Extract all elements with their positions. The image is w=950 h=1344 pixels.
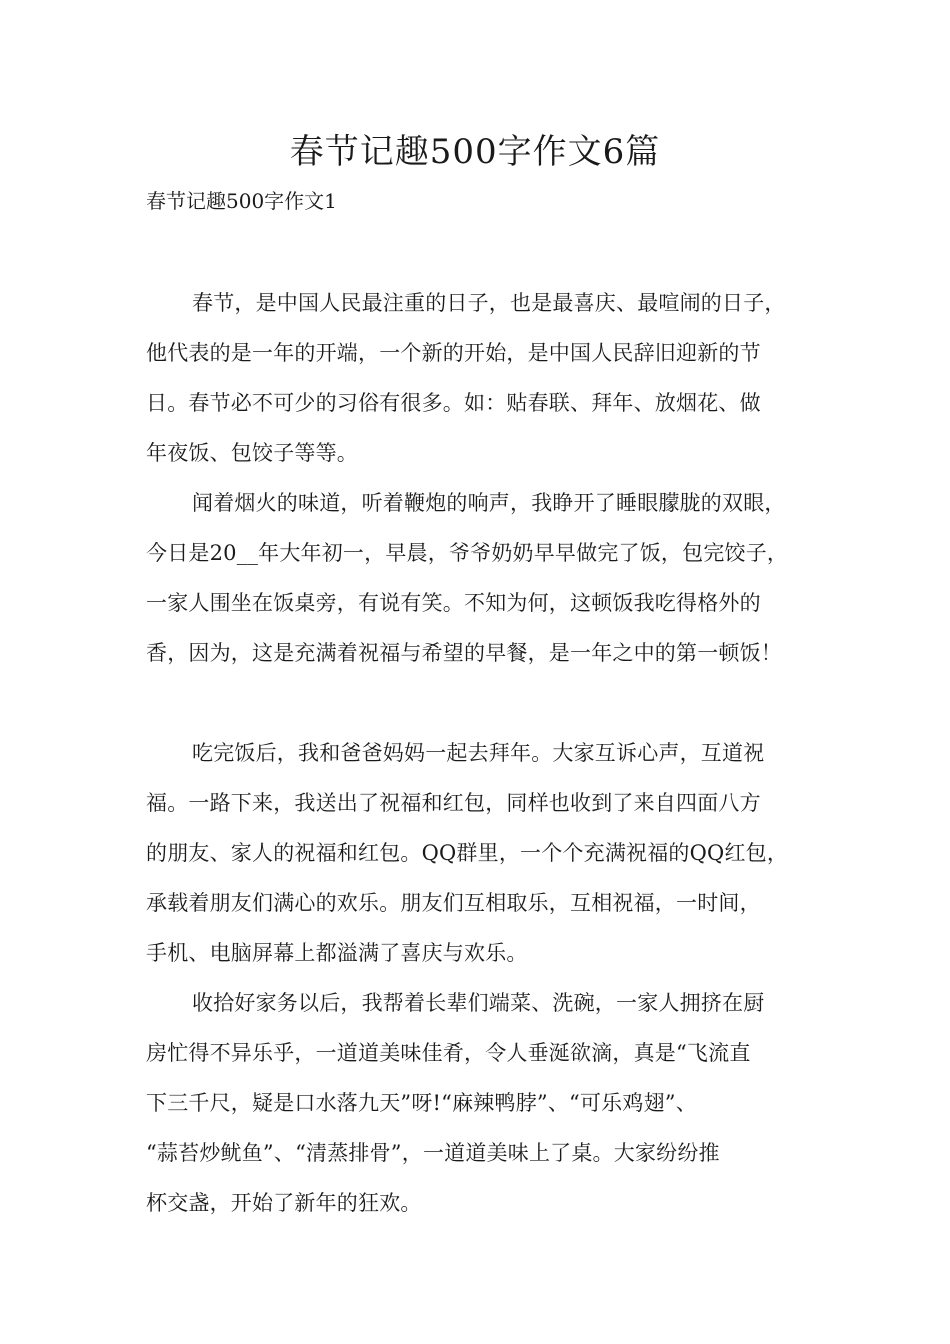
paragraph-line: 承载着朋友们满心的欢乐。朋友们互相取乐，互相祝福，一时间， [146,891,761,915]
article-body [146,278,816,1228]
paragraph-line: 闻着烟火的味道，听着鞭炮的响声，我睁开了睡眼朦胧的双眼， [192,491,786,515]
paragraph-line: “蒜苔炒鱿鱼”、“清蒸排骨”，一道道美味上了桌。大家纷纷推 [146,1141,720,1165]
paragraph-4 [146,978,816,1228]
paragraph-3 [146,728,816,978]
paragraph-spacer [146,678,816,728]
paragraph-line: 收拾好家务以后，我帮着长辈们端菜、洗碗，一家人拥挤在厨 [192,991,765,1015]
paragraph-2 [146,478,816,678]
paragraph-line: 年夜饭、包饺子等等。 [146,441,358,465]
paragraph-line: 杯交盏，开始了新年的狂欢。 [146,1191,422,1215]
paragraph-line: 一家人围坐在饭桌旁，有说有笑。不知为何，这顿饭我吃得格外的 [146,591,761,615]
paragraph-1 [146,278,816,478]
paragraph-line: 日。春节必不可少的习俗有很多。如：贴春联、拜年、放烟花、做 [146,391,761,415]
paragraph-line: 的朋友、家人的祝福和红包。QQ群里，一个个充满祝福的QQ红包， [146,841,789,865]
paragraph-line: 吃完饭后，我和爸爸妈妈一起去拜年。大家互诉心声，互道祝 [192,741,765,765]
paragraph-line: 手机、电脑屏幕上都溢满了喜庆与欢乐。 [146,941,528,965]
document-title: 春节记趣500字作文6篇 [289,132,661,172]
paragraph-line: 春节，是中国人民最注重的日子，也是最喜庆、最喧闹的日子， [192,291,786,315]
paragraph-line: 下三千尺，疑是口水落九天”呀!“麻辣鸭脖”、“可乐鸡翅”、 [146,1091,697,1115]
paragraph-line: 香，因为，这是充满着祝福与希望的早餐，是一年之中的第一顿饭！ [146,641,782,665]
paragraph-line: 福。一路下来，我送出了祝福和红包，同样也收到了来自四面八方 [146,791,761,815]
paragraph-line: 房忙得不异乐乎，一道道美味佳肴，令人垂涎欲滴，真是“飞流直 [146,1041,751,1065]
paragraph-line: 他代表的是一年的开端，一个新的开始，是中国人民辞旧迎新的节 [146,341,761,365]
section-heading: 春节记趣500字作文1 [146,189,337,213]
paragraph-line: 今日是20__年大年初一，早晨，爷爷奶奶早早做完了饭，包完饺子， [146,541,789,565]
